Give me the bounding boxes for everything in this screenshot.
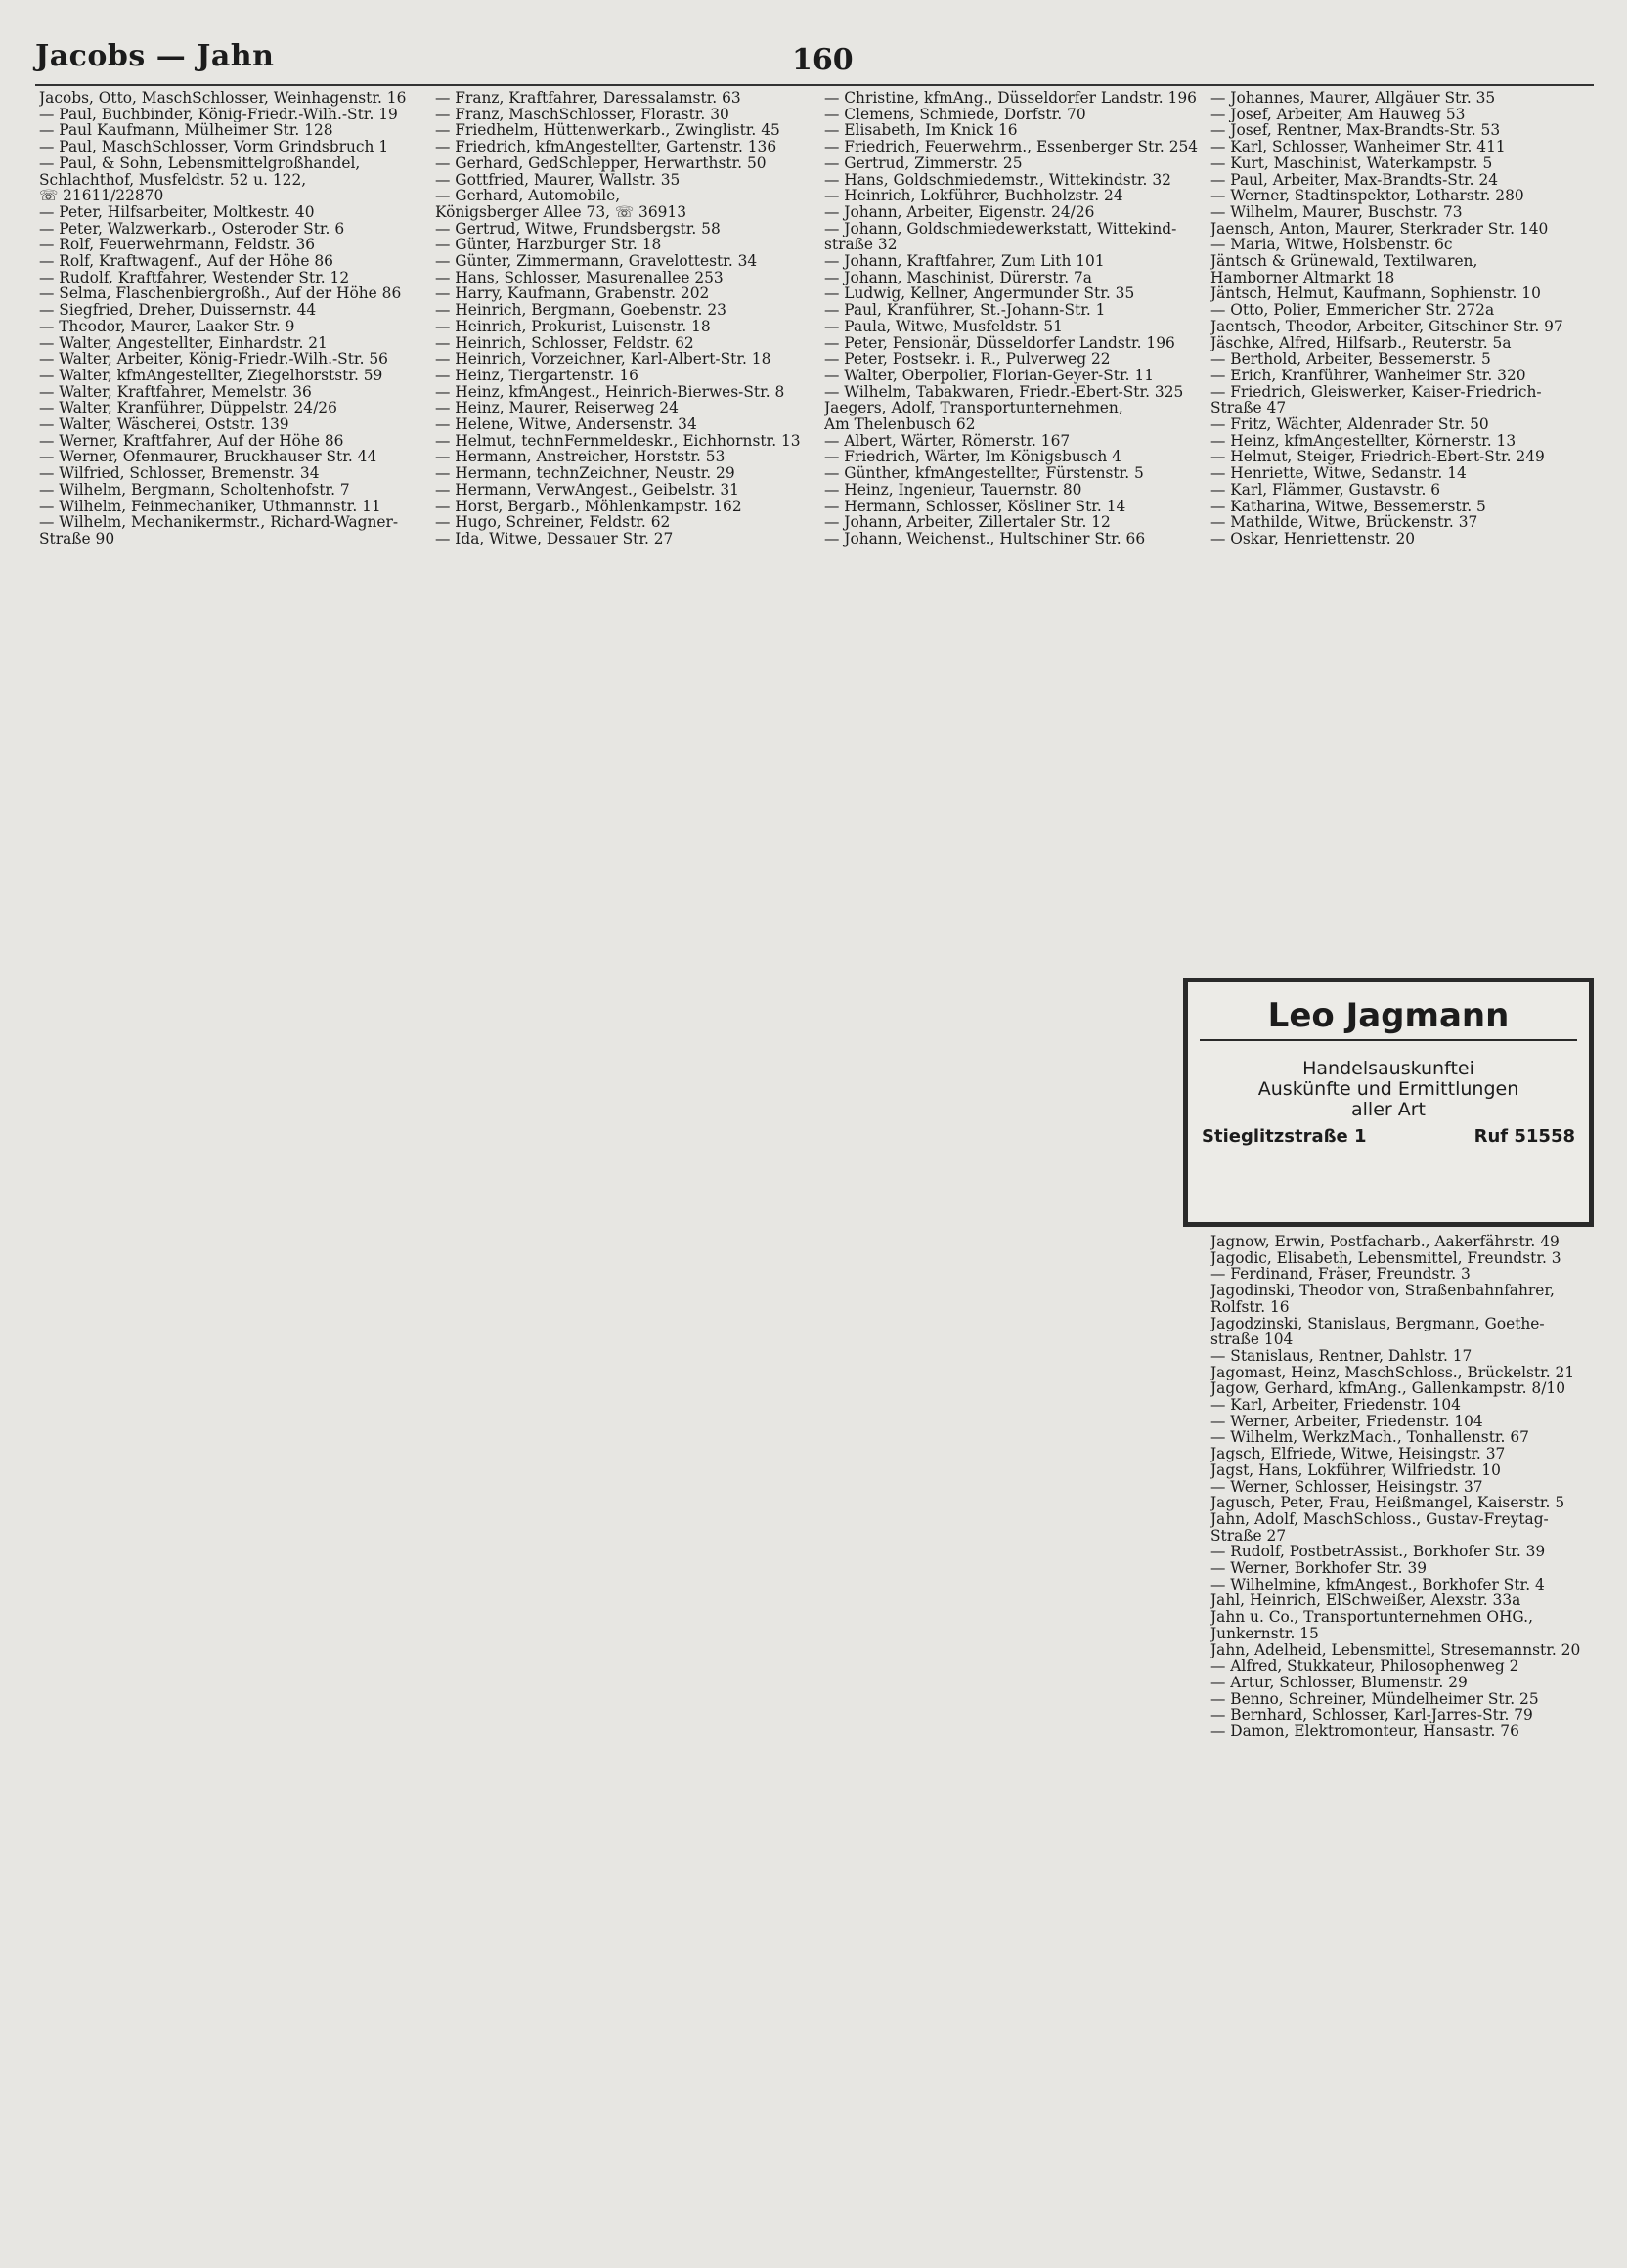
directory-entry: — Karl, Schlosser, Wanheimer Str. 411 [1210, 139, 1506, 155]
directory-entry: Straße 27 [1210, 1527, 1287, 1545]
directory-entry: — Paula, Witwe, Musfeldstr. 51 [824, 318, 1063, 335]
directory-column-2 [435, 90, 824, 547]
directory-entry: — Hans, Schlosser, Masurenallee 253 [435, 269, 724, 286]
directory-entry: — Otto, Polier, Emmericher Str. 272a [1210, 302, 1495, 319]
directory-entry: — Friedrich, kfmAngestellter, Gartenstr. 136 [435, 139, 777, 155]
directory-entry: — Johann, Arbeiter, Eigenstr. 24/26 [824, 203, 1095, 221]
directory-entry: — Werner, Ofenmaurer, Bruckhauser Str. 44 [39, 449, 377, 466]
directory-entry: — Werner, Kraftfahrer, Auf der Höhe 86 [39, 432, 344, 450]
directory-entry: — Gottfried, Maurer, Wallstr. 35 [435, 171, 681, 189]
directory-entry: — Heinrich, Bergmann, Goebenstr. 23 [435, 302, 726, 319]
directory-entry: Jagow, Gerhard, kfmAng., Gallenkampstr. 8/10 [1210, 1380, 1565, 1398]
directory-entry: — Gerhard, GedSchlepper, Herwarthstr. 50 [435, 154, 767, 172]
directory-entry: Jahl, Heinrich, ElSchweißer, Alexstr. 33a [1210, 1592, 1521, 1610]
directory-column-4-continued [1210, 1234, 1600, 1740]
directory-entry: — Johann, Maschinist, Dürerstr. 7a [824, 269, 1092, 286]
directory-entry: — Gertrud, Zimmerstr. 25 [824, 154, 1023, 172]
directory-entry: — Friedhelm, Hüttenwerkarb., Zwinglistr. 45 [435, 122, 780, 140]
directory-entry: Jagodzinski, Stanislaus, Bergmann, Goethe- [1210, 1315, 1545, 1332]
directory-entry: — Bernhard, Schlosser, Karl-Jarres-Str. 79 [1210, 1707, 1533, 1724]
directory-entry: — Josef, Arbeiter, Am Hauweg 53 [1210, 106, 1466, 123]
directory-entry: — Gertrud, Witwe, Frundsbergstr. 58 [435, 220, 721, 238]
directory-entry: — Heinz, Tiergartenstr. 16 [435, 367, 638, 384]
directory-entry: — Hugo, Schreiner, Feldstr. 62 [435, 514, 671, 531]
directory-entry: — Walter, Kraftfahrer, Memelstr. 36 [39, 383, 312, 401]
directory-entry: — Hermann, VerwAngest., Geibelstr. 31 [435, 481, 739, 499]
directory-entry: — Mathilde, Witwe, Brückenstr. 37 [1210, 514, 1478, 531]
directory-entry: Jagsch, Elfriede, Witwe, Heisingstr. 37 [1210, 1446, 1506, 1462]
directory-entry: — Heinrich, Prokurist, Luisenstr. 18 [435, 318, 711, 335]
directory-entry: — Heinz, Ingenieur, Tauernstr. 80 [824, 481, 1082, 499]
directory-entry: Am Thelenbusch 62 [824, 416, 976, 433]
directory-entry: — Heinz, kfmAngest., Heinrich-Bierwes-Str. 8 [435, 383, 785, 401]
directory-entry: — Maria, Witwe, Holsbenstr. 6c [1210, 237, 1453, 254]
directory-entry: — Benno, Schreiner, Mündelheimer Str. 25 [1210, 1690, 1539, 1708]
directory-entry: — Werner, Arbeiter, Friedenstr. 104 [1210, 1413, 1483, 1430]
directory-entry: — Paul, Buchbinder, König-Friedr.-Wilh.-Str. 19 [39, 106, 398, 123]
directory-entry: — Günther, kfmAngestellter, Fürstenstr. 5 [824, 465, 1144, 482]
directory-entry: Junkernstr. 15 [1210, 1625, 1319, 1642]
directory-entry: — Paul Kaufmann, Mülheimer Str. 128 [39, 122, 333, 140]
directory-entry: — Artur, Schlosser, Blumenstr. 29 [1210, 1674, 1468, 1691]
directory-entry: — Günter, Zimmermann, Gravelottestr. 34 [435, 253, 758, 270]
directory-entry: — Rudolf, Kraftfahrer, Westender Str. 12 [39, 269, 350, 286]
directory-entry: — Albert, Wärter, Römerstr. 167 [824, 432, 1071, 450]
directory-entry: — Wilhelm, Maurer, Buschstr. 73 [1210, 203, 1463, 221]
directory-entry: — Helmut, technFernmeldeskr., Eichhornstr. 13 [435, 432, 801, 450]
directory-entry: — Karl, Arbeiter, Friedenstr. 104 [1210, 1397, 1461, 1414]
directory-entry: — Heinz, Maurer, Reiserweg 24 [435, 400, 679, 417]
directory-entry: — Katharina, Witwe, Bessemerstr. 5 [1210, 498, 1486, 515]
directory-entry: — Helene, Witwe, Andersenstr. 34 [435, 416, 697, 433]
directory-entry: — Wilhelm, Tabakwaren, Friedr.-Ebert-Str. 325 [824, 383, 1184, 401]
directory-entry: — Peter, Hilfsarbeiter, Moltkestr. 40 [39, 203, 315, 221]
directory-entry: — Horst, Bergarb., Möhlenkampstr. 162 [435, 498, 742, 515]
directory-entry: — Günter, Harzburger Str. 18 [435, 237, 662, 254]
directory-entry: — Rudolf, PostbetrAssist., Borkhofer Str. 39 [1210, 1544, 1546, 1561]
directory-entry: — Fritz, Wächter, Aldenrader Str. 50 [1210, 416, 1489, 433]
directory-entry: Jagusch, Peter, Frau, Heißmangel, Kaiserstr. 5 [1210, 1495, 1565, 1511]
directory-entry: Jacobs, Otto, MaschSchlosser, Weinhagenstr. 16 [39, 90, 407, 107]
directory-entry: — Elisabeth, Im Knick 16 [824, 122, 1018, 140]
directory-entry: — Gerhard, Automobile, [435, 188, 621, 204]
ad-contact [1188, 1126, 1589, 1147]
directory-entry: Jäntsch & Grünewald, Textilwaren, [1210, 253, 1478, 270]
ad-line-1: Handelsauskunftei [1302, 1058, 1474, 1079]
ad-line-3: aller Art [1351, 1099, 1426, 1120]
ad-company-name: Leo Jagmann [1267, 996, 1510, 1035]
directory-entry: — Friedrich, Feuerwehrm., Essenberger Str. 254 [824, 139, 1199, 155]
directory-entry: — Peter, Postsekr. i. R., Pulverweg 22 [824, 351, 1111, 368]
directory-entry: — Paul, Kranführer, St.-Johann-Str. 1 [824, 302, 1106, 319]
directory-entry: Rolfstr. 16 [1210, 1298, 1290, 1316]
directory-entry: — Werner, Stadtinspektor, Lotharstr. 280 [1210, 188, 1524, 204]
directory-entry: Jaentsch, Theodor, Arbeiter, Gitschiner Str. 97 [1210, 318, 1563, 335]
directory-entry: — Friedrich, Wärter, Im Königsbusch 4 [824, 449, 1121, 466]
directory-entry: — Hermann, Schlosser, Kösliner Str. 14 [824, 498, 1126, 515]
directory-entry: — Johann, Weichenst., Hultschiner Str. 66 [824, 530, 1146, 547]
directory-entry: Jagodic, Elisabeth, Lebensmittel, Freundstr. 3 [1210, 1249, 1561, 1267]
directory-entry: Straße 90 [39, 530, 115, 547]
directory-entry: — Rolf, Feuerwehrmann, Feldstr. 36 [39, 237, 316, 254]
directory-entry: — Rolf, Kraftwagenf., Auf der Höhe 86 [39, 253, 333, 270]
directory-entry: Jahn, Adelheid, Lebensmittel, Stresemannstr. 20 [1210, 1641, 1581, 1659]
directory-entry: — Walter, Kranführer, Düppelstr. 24/26 [39, 400, 337, 417]
directory-entry: — Paul, MaschSchlosser, Vorm Grindsbruch 1 [39, 139, 389, 155]
directory-entry: — Kurt, Maschinist, Waterkampstr. 5 [1210, 154, 1493, 172]
directory-entry: Jaensch, Anton, Maurer, Sterkrader Str. 140 [1210, 220, 1549, 238]
directory-entry: ☏ 21611/22870 [39, 188, 164, 204]
directory-entry: — Josef, Rentner, Max-Brandts-Str. 53 [1210, 122, 1501, 140]
directory-entry: — Peter, Walzwerkarb., Osteroder Str. 6 [39, 220, 345, 238]
directory-entry: Schlachthof, Musfeldstr. 52 u. 122, [39, 171, 307, 189]
directory-entry: — Karl, Flämmer, Gustavstr. 6 [1210, 481, 1441, 499]
advertisement-box [1183, 978, 1594, 1227]
directory-entry: — Johann, Goldschmiedewerkstatt, Wittekind- [824, 220, 1177, 238]
directory-entry: — Wilhelm, Mechanikermstr., Richard-Wagner- [39, 514, 399, 531]
directory-entry: — Siegfried, Dreher, Duissernstr. 44 [39, 302, 317, 319]
directory-entry: — Clemens, Schmiede, Dorfstr. 70 [824, 106, 1086, 123]
directory-entry: Jagnow, Erwin, Postfacharb., Aakerfährstr. 49 [1210, 1234, 1560, 1250]
ad-line-2: Auskünfte und Ermittlungen [1257, 1078, 1519, 1100]
page-header-range: Jacobs — Jahn [35, 39, 275, 73]
directory-entry: Jahn u. Co., Transportunternehmen OHG., [1210, 1609, 1533, 1626]
directory-entry: — Peter, Pensionär, Düsseldorfer Landstr. 196 [824, 334, 1175, 352]
directory-entry: — Hermann, technZeichner, Neustr. 29 [435, 465, 735, 482]
directory-entry: — Paul, Arbeiter, Max-Brandts-Str. 24 [1210, 171, 1499, 189]
ad-divider [1200, 1039, 1577, 1041]
directory-entry: Jahn, Adolf, MaschSchloss., Gustav-Freytag- [1210, 1510, 1549, 1528]
ad-phone: Ruf 51558 [1473, 1126, 1575, 1147]
directory-entry: — Werner, Borkhofer Str. 39 [1210, 1560, 1428, 1577]
directory-entry: — Berthold, Arbeiter, Bessemerstr. 5 [1210, 351, 1491, 368]
directory-entry: Jagomast, Heinz, MaschSchloss., Brückelstr. 21 [1210, 1364, 1575, 1381]
directory-entry: — Walter, Wäscherei, Oststr. 139 [39, 416, 289, 433]
directory-entry: — Hermann, Anstreicher, Horststr. 53 [435, 449, 726, 466]
directory-entry: — Paul, & Sohn, Lebensmittelgroßhandel, [39, 154, 361, 172]
directory-entry: — Henriette, Witwe, Sedanstr. 14 [1210, 465, 1467, 482]
directory-entry: — Damon, Elektromonteur, Hansastr. 76 [1210, 1723, 1519, 1740]
directory-entry: — Johann, Arbeiter, Zillertaler Str. 12 [824, 514, 1111, 531]
directory-entry: straße 32 [824, 237, 898, 254]
directory-entry: — Friedrich, Gleiswerker, Kaiser-Friedrich- [1210, 383, 1542, 401]
directory-entry: — Franz, Kraftfahrer, Daressalamstr. 63 [435, 90, 741, 107]
directory-entry: — Wilhelm, Feinmechaniker, Uthmannstr. 11 [39, 498, 381, 515]
directory-column-1 [39, 90, 428, 547]
directory-entry: — Ferdinand, Fräser, Freundstr. 3 [1210, 1266, 1471, 1284]
directory-entry: — Heinrich, Lokführer, Buchholzstr. 24 [824, 188, 1123, 204]
directory-entry: — Ida, Witwe, Dessauer Str. 27 [435, 530, 674, 547]
directory-entry: Jagodinski, Theodor von, Straßenbahnfahrer, [1210, 1283, 1555, 1299]
directory-entry: Jaegers, Adolf, Transportunternehmen, [824, 400, 1123, 417]
directory-entry: — Johannes, Maurer, Allgäuer Str. 35 [1210, 90, 1496, 107]
directory-entry: — Wilhelmine, kfmAngest., Borkhofer Str. 4 [1210, 1576, 1545, 1593]
directory-entry: Königsberger Allee 73, ☏ 36913 [435, 203, 686, 221]
directory-entry: — Hans, Goldschmiedemstr., Wittekindstr. 32 [824, 171, 1171, 189]
ad-address: Stieglitzstraße 1 [1202, 1126, 1367, 1147]
directory-entry: Jagst, Hans, Lokführer, Wilfriedstr. 10 [1210, 1461, 1501, 1479]
directory-entry: — Erich, Kranführer, Wanheimer Str. 320 [1210, 367, 1526, 384]
directory-entry: straße 104 [1210, 1331, 1294, 1348]
directory-entry: — Oskar, Henriettenstr. 20 [1210, 530, 1416, 547]
directory-entry: — Walter, Oberpolier, Florian-Geyer-Str. 11 [824, 367, 1155, 384]
directory-entry: — Franz, MaschSchlosser, Florastr. 30 [435, 106, 729, 123]
directory-column-4 [1210, 90, 1600, 547]
directory-entry: — Walter, Angestellter, Einhardstr. 21 [39, 334, 328, 352]
directory-entry: — Heinrich, Vorzeichner, Karl-Albert-Str. 18 [435, 351, 771, 368]
directory-entry: — Heinrich, Schlosser, Feldstr. 62 [435, 334, 694, 352]
directory-entry: — Harry, Kaufmann, Grabenstr. 202 [435, 285, 710, 303]
directory-entry: — Walter, kfmAngestellter, Ziegelhorststr. 59 [39, 367, 383, 384]
directory-entry: — Helmut, Steiger, Friedrich-Ebert-Str. 249 [1210, 449, 1545, 466]
directory-entry: — Alfred, Stukkateur, Philosophenweg 2 [1210, 1658, 1519, 1675]
directory-entry: — Wilfried, Schlosser, Bremenstr. 34 [39, 465, 320, 482]
directory-entry: — Heinz, kfmAngestellter, Körnerstr. 13 [1210, 432, 1517, 450]
directory-entry: Jäntsch, Helmut, Kaufmann, Sophienstr. 10 [1210, 285, 1541, 303]
directory-entry: — Christine, kfmAng., Düsseldorfer Landstr. 196 [824, 90, 1197, 107]
header-rule [35, 84, 1594, 86]
directory-entry: — Wilhelm, WerkzMach., Tonhallenstr. 67 [1210, 1429, 1529, 1447]
directory-entry: — Werner, Schlosser, Heisingstr. 37 [1210, 1478, 1483, 1496]
directory-entry: — Wilhelm, Bergmann, Scholtenhofstr. 7 [39, 481, 350, 499]
directory-entry: — Ludwig, Kellner, Angermunder Str. 35 [824, 285, 1135, 303]
page-number: 160 [792, 43, 854, 77]
directory-entry: Hamborner Altmarkt 18 [1210, 269, 1395, 286]
directory-entry: — Walter, Arbeiter, König-Friedr.-Wilh.-Str. 56 [39, 351, 388, 368]
directory-entry: — Selma, Flaschenbiergroßh., Auf der Höhe 86 [39, 285, 402, 303]
directory-column-3 [824, 90, 1213, 547]
directory-entry: — Theodor, Maurer, Laaker Str. 9 [39, 318, 295, 335]
directory-entry: Straße 47 [1210, 400, 1287, 417]
directory-entry: Jäschke, Alfred, Hilfsarb., Reuterstr. 5a [1210, 334, 1512, 352]
directory-entry: — Stanislaus, Rentner, Dahlstr. 17 [1210, 1347, 1473, 1365]
directory-entry: — Johann, Kraftfahrer, Zum Lith 101 [824, 253, 1105, 270]
